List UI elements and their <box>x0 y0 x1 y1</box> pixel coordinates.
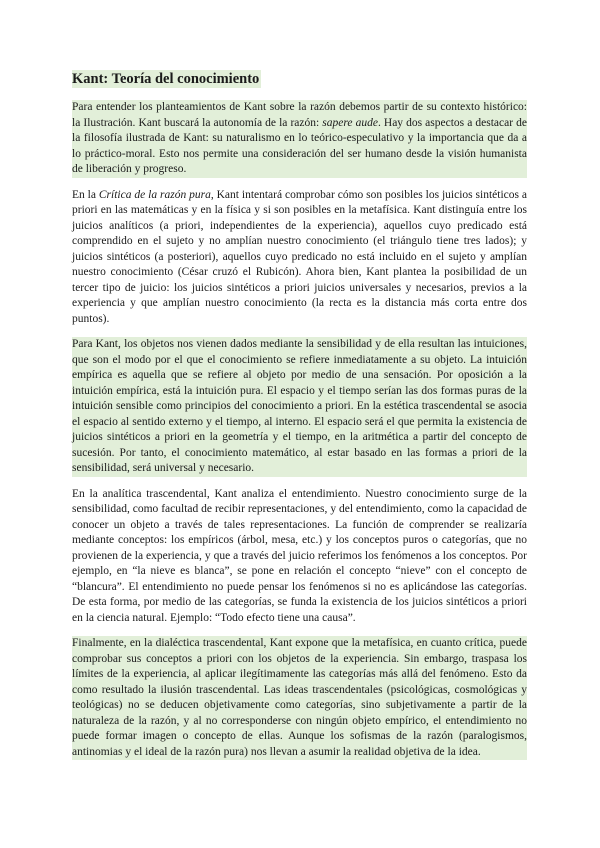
document-title: Kant: Teoría del conocimiento <box>72 71 260 87</box>
paragraph-analitica: En la analítica trascendental, Kant analiza el entendimiento. Nuestro conocimiento surge de la sensibilidad, como facultad de recibir representaciones, y del entendimiento, como la capacidad de conocer un objeto a través de tales representaciones. La función de comprender se realizaría mediante conceptos: los empíricos (árbol, mesa, etc.) y los conceptos puros o categorías, que no provienen de la experiencia, y que a través del juicio referimos los fenómenos a los conceptos. Por ejemplo, en “la nieve es blanca”, se pone en relación el concepto “nieve” con el concepto de “blancura”. El entendimiento no puede pensar los fenómenos si no es aplicándose las categorías. De esta forma, por medio de las categorías, se funda la existencia de los juicios sintéticos a priori en la ciencia natural. Ejemplo: “Todo efecto tiene una causa”. <box>72 487 527 624</box>
paragraph-critica <box>72 188 527 328</box>
paragraph-context-text-a: Para entender los planteamientos de Kant sobre la razón debemos partir de su contexto histórico: la Ilustración. Kant buscará la autonomía de la razón: <box>72 101 527 129</box>
sapere-aude-emphasis: sapere aude <box>322 116 378 129</box>
paragraph-dialectica: Finalmente, en la dialéctica trascendental, Kant expone que la metafísica, en cuanto crítica, puede comprobar sus conceptos a priori con los objetos de la experiencia. Sin embargo, traspasa los límites de la experiencia, al aplicar ilegítimamente las categorías más allá del fenómeno. Esto da como resultado la ilusión trascendental. Las ideas trascendentales (psicológicas, cosmológicas y teológicas) no se deducen objetivamente como categorías, sino subjetivamente a partir de la naturaleza de la razón, y al no corresponderse con ningún objeto empírico, el entendimiento no puede formar imagen o concepto de ellas. Aunque los sofismas de la razón (paralogismos, antinomias y el ideal de la razón pura) nos llevan a asumir la realidad objetiva de la idea. <box>72 636 527 760</box>
document-page <box>72 70 527 770</box>
paragraph-critica-text-b: , Kant intentará comprobar cómo son posibles los juicios sintéticos a priori en las matemáticas y en la física y si son posibles en la metafísica. Kant distinguía entre los juicios analíticos (a priori, independientes de la experiencia), aquellos cuyo predicado está comprendido en el sujeto y no amplían nuestro conocimiento (el triángulo tiene tres lados); y juicios sintéticos (a posteriori), aquellos cuyo predicado no está incluido en el sujeto y amplían nuestro conocimiento (César cruzó el Rubicón). Ahora bien, Kant plantea la posibilidad de un tercer tipo de juicio: los juicios sintéticos a priori juicios universales y necesarios, previos a la experiencia y que amplían nuestro conocimiento (la recta es la distancia más corta entre dos puntos). <box>72 188 527 325</box>
paragraph-context <box>72 100 527 178</box>
paragraph-critica-text-a: En la <box>72 188 99 201</box>
paragraph-context-text-b: . Hay dos aspectos a destacar de la filosofía ilustrada de Kant: su naturalismo en lo teórico-especulativo y la importancia que da a lo práctico-moral. Esto nos permite una consideración del ser humano desde la visión humanista de liberación y progreso. <box>72 116 527 175</box>
paragraph-estetica: Para Kant, los objetos nos vienen dados mediante la sensibilidad y de ella resultan las intuiciones, que son el modo por el que el conocimiento se refiere inmediatamente a su objeto. La intuición empírica es aquella que se refiere al objeto por medio de una sensación. Por oposición a la intuición empírica, está la intuición pura. El espacio y el tiempo serían las dos formas puras de la intuición sensible como principios del conocimiento a priori. En la estética trascendental se asocia el espacio al sentido externo y el tiempo, al interno. El espacio será el que permita la existencia de juicios sintéticos a priori en la geometría y el tiempo, en la aritmética a partir del concepto de sucesión. Por tanto, el conocimiento matemático, al estar basado en las formas a priori de la sensibilidad, será universal y necesario. <box>72 337 527 477</box>
critica-title-emphasis: Crítica de la razón pura <box>98 188 211 201</box>
